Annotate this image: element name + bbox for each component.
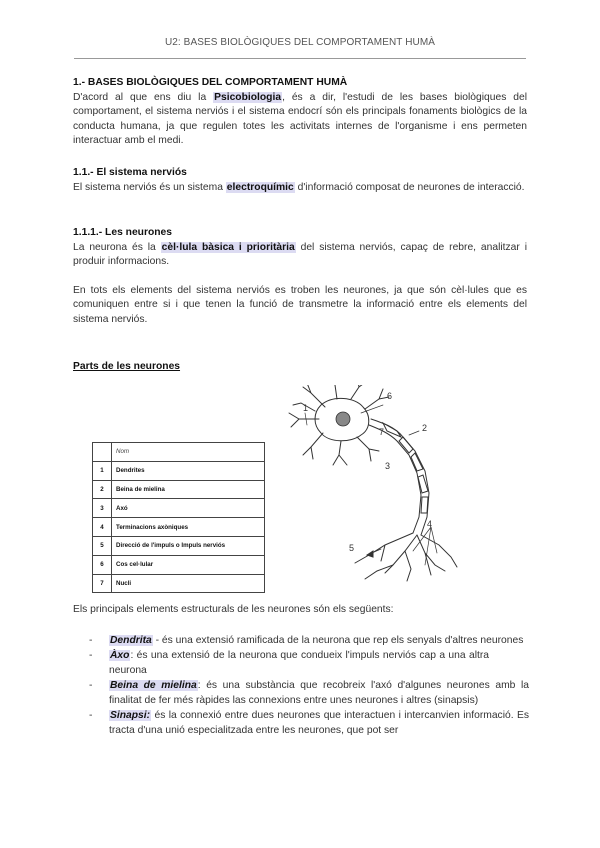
section-1-1-1-heading: 1.1.1.- Les neurones xyxy=(73,227,173,238)
section-1 xyxy=(73,76,527,149)
table-row-label: Direcció de l'impuls o Impuls nerviós xyxy=(112,536,265,555)
table-row-label: Dendrites xyxy=(112,461,265,480)
section-1-1-paragraph xyxy=(73,181,527,196)
term-beina: Beina de mielina xyxy=(110,680,197,691)
table-row xyxy=(93,480,265,499)
parts-table-header-num xyxy=(93,443,112,462)
leader-line-4 xyxy=(413,527,437,565)
diagram-label-7: 7 xyxy=(379,427,385,437)
parts-table-header-row xyxy=(93,443,265,462)
diagram-label-4: 4 xyxy=(427,519,433,529)
dendrite-branch xyxy=(333,441,347,465)
dendrite-branch xyxy=(365,389,389,409)
list-item-beina xyxy=(89,678,529,708)
definition-axo: : és una extensió de la neurona que condueix l'impuls nerviós cap a una altra neurona xyxy=(109,650,489,676)
axon-terminal xyxy=(421,535,457,567)
axon xyxy=(369,425,421,533)
table-row-number: 7 xyxy=(93,574,112,593)
section-1-1-1-paragraph-2: En tots els elements del sistema nerviós es troben les neurones, ja que són cèl·lules que es comuniquen entre si i que tenen la funció de transmetre la informació entre els elements del sistema nerviós. xyxy=(73,284,527,325)
table-row-label: Axó xyxy=(112,499,265,518)
section-1-1-1-text-pre: La neurona és la xyxy=(73,241,161,253)
highlight-psicobiologia: Psicobiologia xyxy=(214,91,282,103)
list-dash: - xyxy=(89,710,93,721)
table-row-number: 5 xyxy=(93,536,112,555)
table-row xyxy=(93,499,265,518)
dendrite-branch xyxy=(303,433,323,459)
section-1-1-heading: 1.1.- El sistema nerviós xyxy=(73,167,187,178)
list-item-dendrita xyxy=(89,633,529,648)
section-1-paragraph xyxy=(73,91,527,149)
highlight-cellula-basica: cèl·lula bàsica i prioritària xyxy=(161,241,295,253)
dendrite-branch xyxy=(351,385,367,399)
list-dash: - xyxy=(89,650,93,661)
table-row-label: Cos cel·lular xyxy=(112,555,265,574)
table-row-number: 6 xyxy=(93,555,112,574)
list-item-sinapsi xyxy=(89,708,529,738)
highlight-electroquimic: electroquímic xyxy=(226,181,294,193)
diagram-label-6: 6 xyxy=(387,391,393,401)
section-1-1-1-text-post: del sistema nerviós, capaç de rebre, analitzar i produir informacions. xyxy=(73,241,527,268)
neuron-diagram xyxy=(285,385,460,585)
table-row xyxy=(93,574,265,593)
term-dendrita: Dendrita xyxy=(110,635,152,646)
axon-terminal xyxy=(355,533,413,563)
table-row xyxy=(93,518,265,537)
parts-table xyxy=(92,442,265,593)
diagram-label-3: 3 xyxy=(385,461,391,471)
dendrite-branch xyxy=(329,385,341,399)
table-row-label: Terminacions axòniques xyxy=(112,518,265,537)
myelin-segment xyxy=(399,437,413,453)
section-1-1-text-post: d'informació composat de neurones de interacció. xyxy=(294,181,525,193)
elements-list xyxy=(89,633,529,738)
table-row-number: 1 xyxy=(93,461,112,480)
definition-beina: : és una substància que recobreix l'axó d'algunes neurones amb la finalitat de fer més ràpides las connexions entre unes neurones i altres (sinapsis) xyxy=(109,680,529,706)
list-item-axo xyxy=(89,648,529,678)
table-row-number: 3 xyxy=(93,499,112,518)
axon-terminal xyxy=(365,565,393,579)
term-sinapsi: Sinapsi: xyxy=(110,710,151,721)
dendrite-branch xyxy=(289,413,319,427)
table-row-number: 2 xyxy=(93,480,112,499)
section-1-text-post: , és a dir, l'estudi de les bases biològiques del comportament, el sistema nerviós i el sistema endocrí són els principals fonaments biològics de la conducta humana, ja que regulen totes les activitats internes de l'organisme i ens permeten interactuar amb el medi. xyxy=(73,91,527,147)
section-1-1-1-paragraph xyxy=(73,241,527,270)
diagram-label-2: 2 xyxy=(422,423,428,433)
elements-lead: Els principals elements estructurals de les neurones són els següents: xyxy=(73,604,394,615)
table-row xyxy=(93,461,265,480)
list-dash: - xyxy=(89,680,93,691)
leader-line-2 xyxy=(409,431,419,435)
section-1-1-text-pre: El sistema nerviós és un sistema xyxy=(73,181,226,193)
term-axo: Àxo xyxy=(110,650,130,661)
nucleus xyxy=(336,412,350,426)
section-1-text-pre: D'acord al que ens diu la xyxy=(73,91,214,103)
header-divider xyxy=(74,58,526,59)
myelin-segment xyxy=(421,497,428,513)
table-row-label: Beina de mielina xyxy=(112,480,265,499)
parts-title: Parts de les neurones xyxy=(73,361,181,372)
axon-terminal xyxy=(385,535,417,581)
section-1-heading: 1.- BASES BIOLÒGIQUES DEL COMPORTAMENT HUMÀ xyxy=(73,77,348,88)
table-row xyxy=(93,536,265,555)
diagram-label-5: 5 xyxy=(349,543,355,553)
section-1-1-1 xyxy=(73,226,527,328)
myelin-segment xyxy=(383,423,401,437)
list-dash: - xyxy=(89,635,93,646)
diagram-label-1: 1 xyxy=(303,403,309,413)
dendrite-branch xyxy=(357,437,379,461)
parts-table-header-label: Nom xyxy=(112,443,265,462)
definition-dendrita: - és una extensió ramificada de la neurona que rep els senyals d'altres neurones xyxy=(152,635,524,646)
definition-sinapsi: és la connexió entre dues neurones que interactuen i intercanvien informació. Es tracta d'una unió especialitzada entre les neurones, que pot ser xyxy=(109,710,529,736)
table-row-label: Nucli xyxy=(112,574,265,593)
table-row xyxy=(93,555,265,574)
running-header: U2: BASES BIOLÒGIQUES DEL COMPORTAMENT HUMÀ xyxy=(164,37,436,48)
section-1-1 xyxy=(73,166,527,195)
table-row-number: 4 xyxy=(93,518,112,537)
